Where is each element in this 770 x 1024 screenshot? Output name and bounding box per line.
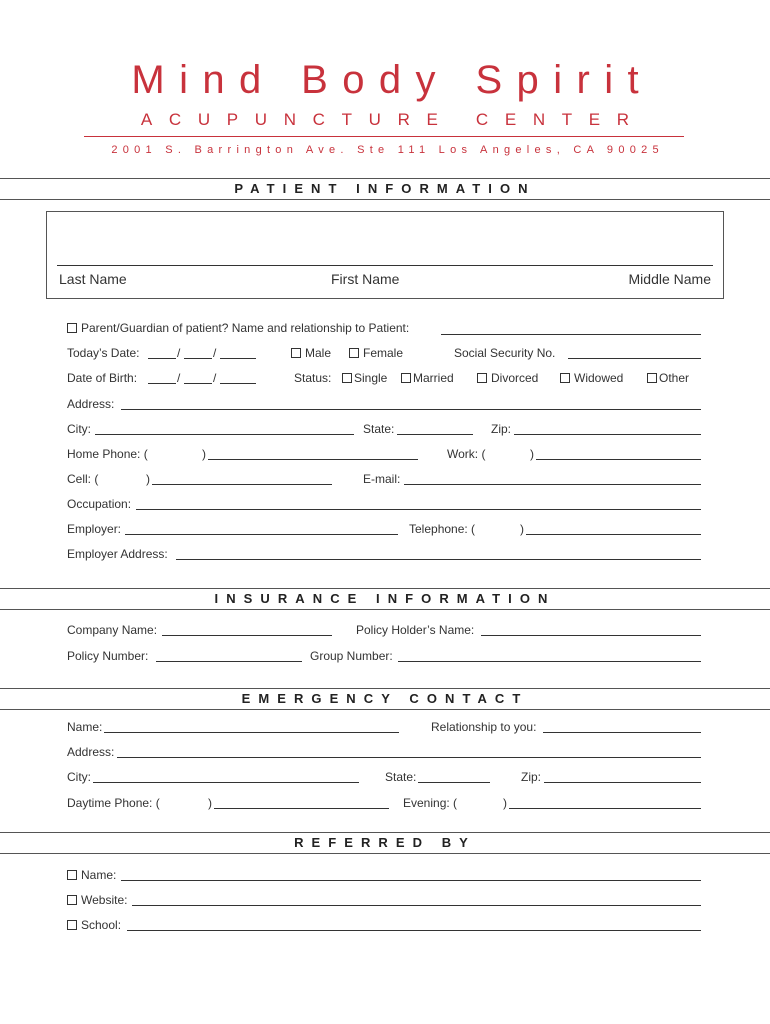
guardian-row (67, 321, 409, 335)
emergency-city-field[interactable] (93, 782, 359, 783)
telephone-paren: ) (520, 522, 524, 536)
married-checkbox[interactable] (401, 373, 411, 383)
section-title-referred: REFERRED BY (294, 835, 476, 850)
married-label: Married (413, 371, 454, 385)
female-option[interactable] (349, 346, 403, 360)
guardian-label: Parent/Guardian of patient? Name and relationship to Patient: (81, 321, 410, 335)
state-label: State: (363, 422, 395, 436)
zip-label: Zip: (491, 422, 512, 436)
cell-label: Cell: ( (67, 472, 99, 486)
section-header-insurance (0, 588, 770, 610)
emergency-name-label: Name: (67, 720, 103, 734)
home-phone-paren: ) (202, 447, 206, 461)
middle-name-label: Middle Name (628, 271, 711, 287)
single-label: Single (354, 371, 388, 385)
emergency-state-label: State: (385, 770, 417, 784)
referred-school-row (67, 918, 121, 932)
center-subtitle: ACUPUNCTURE CENTER (140, 110, 646, 129)
referred-name-row (67, 868, 116, 882)
cell-paren: ) (146, 472, 150, 486)
status-other[interactable] (647, 371, 689, 385)
section-header-referred (0, 832, 770, 854)
referred-name-label: Name: (81, 868, 117, 882)
status-married[interactable] (401, 371, 454, 385)
work-phone-paren: ) (530, 447, 534, 461)
divorced-checkbox[interactable] (477, 373, 487, 383)
divorced-label: Divorced (491, 371, 539, 385)
employer-address-label: Employer Address: (67, 547, 168, 561)
section-title-patient: PATIENT INFORMATION (234, 181, 536, 196)
section-header-emergency (0, 688, 770, 710)
male-option[interactable] (291, 346, 331, 360)
header-divider (84, 136, 684, 137)
other-checkbox[interactable] (647, 373, 657, 383)
female-checkbox[interactable] (349, 348, 359, 358)
status-widowed[interactable] (560, 371, 623, 385)
policy-holder-field[interactable] (481, 635, 701, 636)
relationship-field[interactable] (543, 732, 701, 733)
occupation-field[interactable] (136, 509, 701, 510)
zip-field[interactable] (514, 434, 701, 435)
company-name-label: Company Name: (67, 623, 158, 637)
cell-field[interactable] (152, 484, 332, 485)
email-label: E-mail: (363, 472, 401, 486)
city-field[interactable] (95, 434, 354, 435)
dob-day[interactable] (184, 383, 212, 384)
occupation-label: Occupation: (67, 497, 132, 511)
address-field[interactable] (121, 409, 701, 410)
evening-phone-field[interactable] (509, 808, 701, 809)
center-address: 2001 S. Barrington Ave. Ste 111 Los Angeles, CA 90025 (111, 144, 664, 156)
todays-date-label: Today’s Date: (67, 346, 140, 360)
widowed-label: Widowed (574, 371, 624, 385)
telephone-label: Telephone: ( (409, 522, 476, 536)
section-title-insurance: INSURANCE INFORMATION (214, 591, 556, 606)
dob-label: Date of Birth: (67, 371, 138, 385)
daytime-phone-field[interactable] (214, 808, 389, 809)
state-field[interactable] (397, 434, 473, 435)
evening-phone-label: Evening: ( (403, 796, 458, 810)
address-label: Address: (67, 397, 115, 411)
policy-number-label: Policy Number: (67, 649, 149, 663)
policy-number-field[interactable] (156, 661, 302, 662)
city-label: City: (67, 422, 91, 436)
referred-school-checkbox[interactable] (67, 920, 77, 930)
employer-field[interactable] (125, 534, 398, 535)
relationship-label: Relationship to you: (431, 720, 537, 734)
todays-date-month[interactable] (148, 358, 176, 359)
telephone-field[interactable] (526, 534, 701, 535)
referred-website-label: Website: (81, 893, 128, 907)
referred-school-field[interactable] (127, 930, 701, 931)
emergency-zip-field[interactable] (544, 782, 701, 783)
emergency-name-field[interactable] (104, 732, 399, 733)
email-field[interactable] (404, 484, 701, 485)
home-phone-field[interactable] (208, 459, 418, 460)
employer-address-field[interactable] (176, 559, 701, 560)
policy-holder-label: Policy Holder’s Name: (356, 623, 475, 637)
emergency-city-label: City: (67, 770, 91, 784)
referred-website-checkbox[interactable] (67, 895, 77, 905)
section-title-emergency: EMERGENCY CONTACT (241, 691, 529, 706)
status-label: Status: (294, 371, 332, 385)
dob-year[interactable] (220, 383, 256, 384)
patient-name-box[interactable] (46, 211, 724, 299)
name-line (57, 265, 713, 266)
status-divorced[interactable] (477, 371, 538, 385)
last-name-label: Last Name (59, 271, 127, 287)
emergency-address-label: Address: (67, 745, 115, 759)
center-title: Mind Body Spirit (131, 58, 654, 102)
employer-label: Employer: (67, 522, 122, 536)
emergency-address-field[interactable] (117, 757, 701, 758)
dob-month[interactable] (148, 383, 176, 384)
male-checkbox[interactable] (291, 348, 301, 358)
ssn-label: Social Security No. (454, 346, 556, 360)
emergency-zip-label: Zip: (521, 770, 542, 784)
daytime-phone-label: Daytime Phone: ( (67, 796, 160, 810)
company-name-field[interactable] (162, 635, 332, 636)
referred-website-field[interactable] (132, 905, 701, 906)
single-checkbox[interactable] (342, 373, 352, 383)
home-phone-label: Home Phone: ( (67, 447, 148, 461)
ssn-field[interactable] (568, 358, 701, 359)
guardian-field[interactable] (441, 334, 701, 335)
referred-school-label: School: (81, 918, 122, 932)
first-name-label: First Name (331, 271, 400, 287)
emergency-state-field[interactable] (418, 782, 490, 783)
evening-paren: ) (503, 796, 507, 810)
referred-name-checkbox[interactable] (67, 870, 77, 880)
todays-date-day[interactable] (184, 358, 212, 359)
other-label: Other (659, 371, 690, 385)
widowed-checkbox[interactable] (560, 373, 570, 383)
group-number-label: Group Number: (310, 649, 393, 663)
guardian-checkbox[interactable] (67, 323, 77, 333)
work-phone-field[interactable] (536, 459, 701, 460)
male-label: Male (305, 346, 332, 360)
referred-name-field[interactable] (121, 880, 701, 881)
section-header-patient (0, 178, 770, 200)
todays-date-year[interactable] (220, 358, 256, 359)
female-label: Female (363, 346, 404, 360)
status-single[interactable] (342, 371, 387, 385)
group-number-field[interactable] (398, 661, 701, 662)
work-phone-label: Work: ( (447, 447, 486, 461)
daytime-paren: ) (208, 796, 212, 810)
referred-website-row (67, 893, 127, 907)
